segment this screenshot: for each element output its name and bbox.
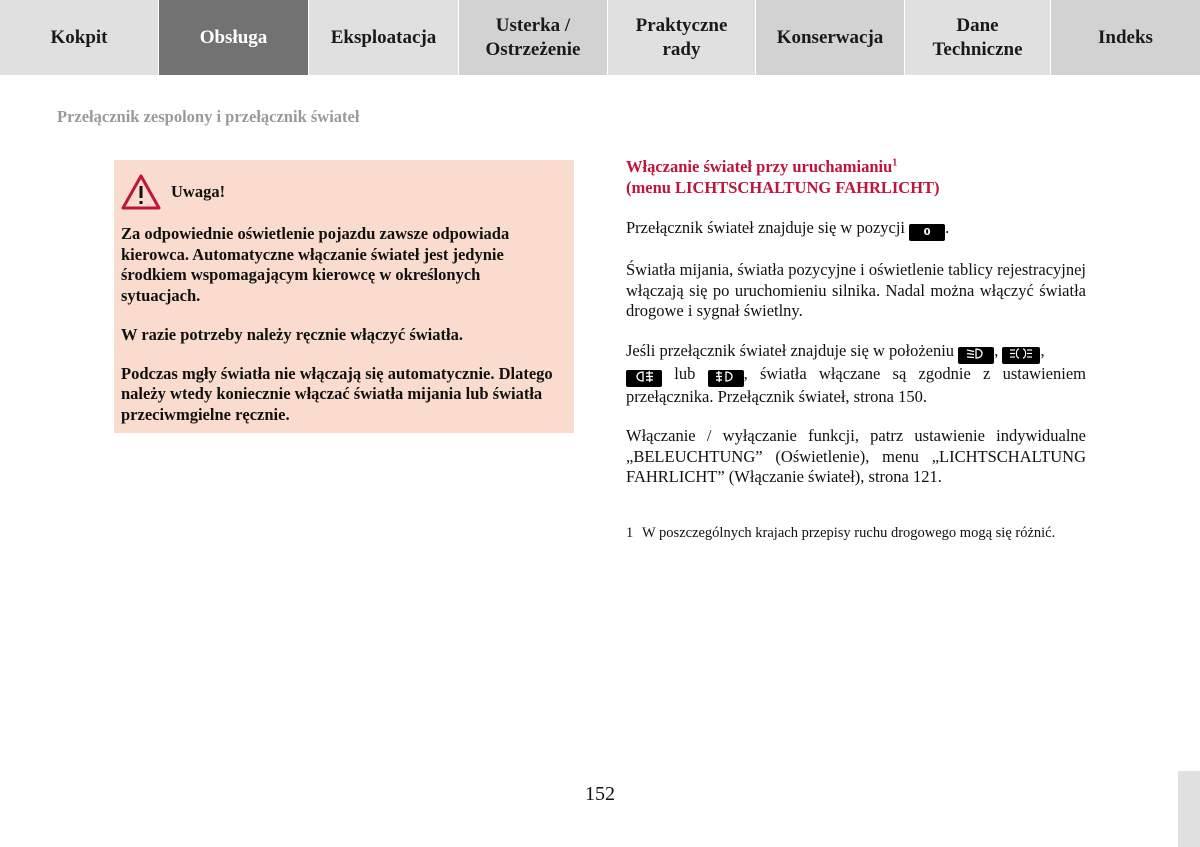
warning-paragraph: Za odpowiednie oświetlenie pojazdu zawsze odpowiada kierowca. Automatyczne włączanie świateł jest jedynie środkiem wspomagającym kierowcę w określonych sytuacjach. (121, 224, 510, 305)
tab-label: rady (662, 38, 701, 60)
right-column (626, 157, 1086, 488)
text: , (994, 340, 1003, 360)
tab-obsluga[interactable] (159, 0, 309, 75)
text: , (1040, 340, 1045, 360)
heading-line: (menu LICHTSCHALTUNG FAHRLICHT) (626, 177, 940, 197)
paragraph-switch-position (626, 218, 1086, 241)
tab-eksploatacja[interactable] (309, 0, 459, 75)
switch-position-0-key: 0 (909, 224, 945, 241)
tab-label: Praktyczne (635, 14, 728, 36)
footnote (626, 523, 1076, 543)
footnote-text: W poszczególnych krajach przepisy ruchu drogowego mogą się różnić. (642, 525, 1056, 541)
tab-dane-techniczne[interactable] (905, 0, 1051, 75)
text: . (945, 218, 950, 237)
side-lights-icon (1002, 347, 1040, 364)
tab-usterka-ostrzezenie[interactable] (459, 0, 608, 75)
paragraph-switch-settings (626, 341, 1086, 408)
warning-paragraph: W razie potrzeby należy ręcznie włączyć światła. (121, 324, 463, 344)
warning-box (114, 160, 574, 433)
tab-label: Ostrzeżenie (485, 38, 581, 60)
rear-fog-lamp-icon (626, 370, 662, 387)
tab-konserwacja[interactable] (756, 0, 905, 75)
tab-label: Dane (956, 14, 999, 36)
text: Jeśli przełącznik świateł znajduje się w położeniu (626, 340, 959, 360)
tab-label: Kokpit (50, 26, 108, 48)
text: lub (662, 363, 708, 383)
warning-header (121, 174, 560, 210)
fog-low-beam-icon (708, 370, 744, 387)
subsection-heading (626, 157, 1086, 198)
page-edge-marker (1178, 771, 1200, 847)
footnote-ref: 1 (892, 157, 898, 169)
tab-label: Eksploatacja (330, 26, 437, 48)
tab-label: Techniczne (932, 38, 1023, 60)
warning-triangle-icon (121, 174, 161, 210)
paragraph-individual-settings: Włączanie / wyłączanie funkcji, patrz ustawienie indywidualne „BELEUCHTUNG” (Oświetlenie), menu „LICHTSCHALTUNG FAHRLICHT” (Włączanie świateł), strona 121. (626, 426, 1086, 486)
low-beam-icon (958, 347, 994, 364)
warning-paragraph: Podczas mgły światła nie włączają się automatycznie. Dlatego należy wtedy koniecznie włączać światła mijania lub światła przeciwmgielne ręcznie. (121, 363, 553, 424)
tab-label: Usterka / (495, 14, 571, 36)
tab-label: Indeks (1098, 26, 1153, 48)
text: , światła włączane są zgodnie z ustawieniem przełącznika. Przełącznik świateł, strona 150. (626, 363, 1086, 406)
tab-label: Obsługa (199, 26, 268, 48)
warning-title: Uwaga! (171, 182, 226, 201)
page-number: 152 (585, 783, 615, 805)
top-navigation (0, 0, 1200, 75)
tab-kokpit[interactable] (0, 0, 159, 75)
section-title: Przełącznik zespolony i przełącznik świateł (57, 107, 360, 126)
tab-praktyczne-rady[interactable] (608, 0, 756, 75)
footnote-number: 1 (626, 525, 634, 541)
heading-line: Włączanie świateł przy uruchamianiu (626, 157, 893, 176)
paragraph-lights-on: Światła mijania, światła pozycyjne i oświetlenie tablicy rejestracyjnej włączają się po uruchomieniu silnika. Nadal można włączyć światła drogowe i sygnał świetlny. (626, 260, 1087, 320)
tab-label: Konserwacja (776, 26, 884, 48)
tab-indeks[interactable] (1051, 0, 1200, 75)
text: Przełącznik świateł znajduje się w pozycji (626, 218, 910, 237)
